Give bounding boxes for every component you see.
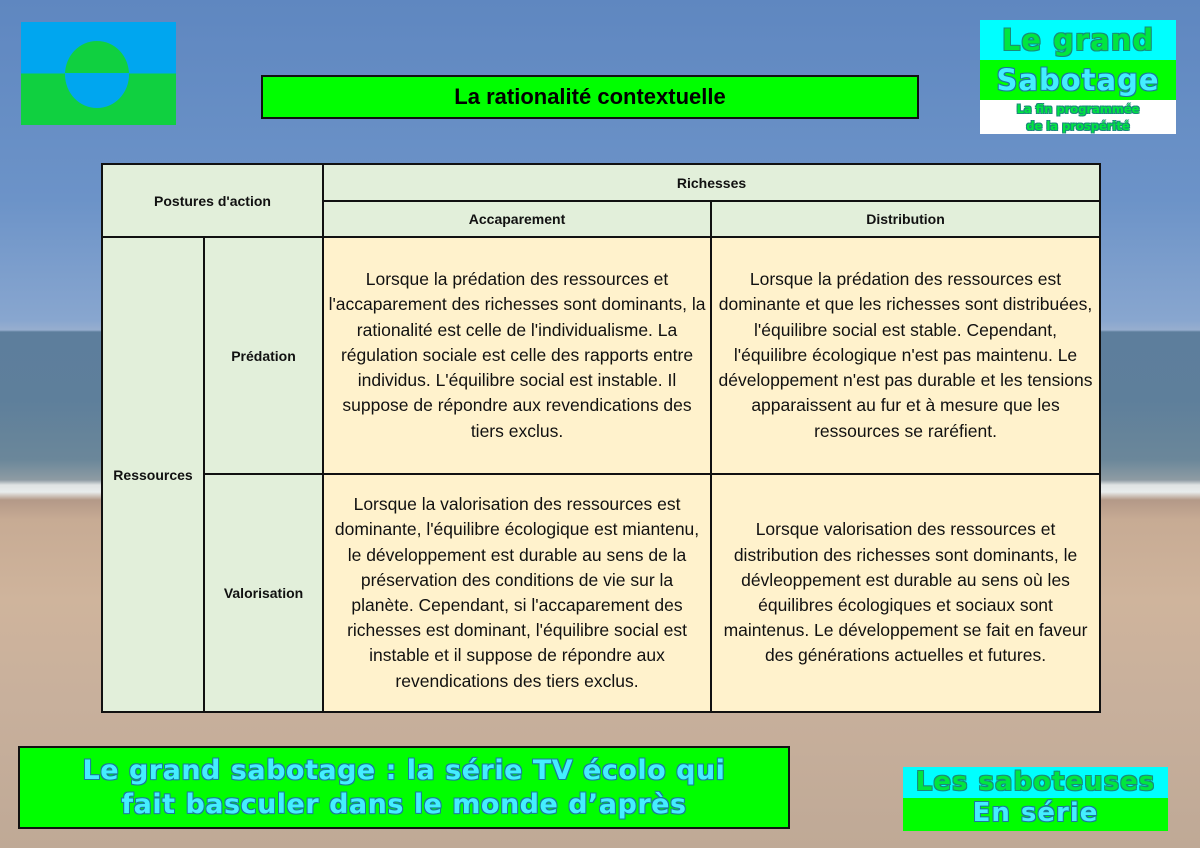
logo-line2: Sabotage — [996, 63, 1160, 97]
logo-les-saboteuses — [903, 767, 1168, 831]
cell-valorisation-distribution: Lorsque valorisation des ressources et distribution des richesses sont dominants, le dévleoppement est durable au sens où les équilibres écologiques et sociaux sont maintenus. Le développement se fait en faveur des générations actuelles et futures. — [711, 474, 1100, 712]
row-header-valorisation: Valorisation — [204, 474, 323, 712]
column-header-accaparement: Accaparement — [323, 201, 711, 237]
flag-disc — [65, 41, 129, 108]
banner-line2: fait basculer dans le monde d’après — [121, 788, 687, 820]
flag-logo — [21, 22, 176, 125]
page-title — [261, 75, 919, 119]
column-header-distribution: Distribution — [711, 201, 1100, 237]
row-header-predation: Prédation — [204, 237, 323, 474]
logo-br-line1: Les saboteuses — [915, 767, 1156, 797]
page-title-text: La rationalité contextuelle — [454, 84, 726, 109]
logo-le-grand-sabotage — [980, 20, 1176, 134]
rationality-table — [101, 163, 1101, 713]
cell-predation-distribution: Lorsque la prédation des ressources est dominante et que les richesses sont distribuées, l'équilibre social est stable. Cependant, l'équilibre écologique n'est pas maintenu. Le développement n'est pas durable et les tensions apparaissent au fur et à mesure que les ressources se raréfient. — [711, 237, 1100, 474]
corner-header: Postures d'action — [102, 164, 323, 237]
logo-line1: Le grand — [1001, 23, 1155, 57]
logo-tagline1: La fin programmée — [1016, 102, 1140, 116]
cell-predation-accaparement: Lorsque la prédation des ressources et l'accaparement des richesses sont dominants, la rationalité est celle de l'individualisme. La régulation sociale est celle des rapports entre individus. L'équilibre social est instable. Il suppose de répondre aux revendications des tiers exclus. — [323, 237, 711, 474]
series-banner — [18, 746, 790, 829]
row-group-ressources: Ressources — [102, 237, 204, 712]
cell-valorisation-accaparement: Lorsque la valorisation des ressources est dominante, l'équilibre écologique est miantenu, le développement est durable au sens de la préservation des conditions de vie sur la planète. Cependant, si l'accaparement des richesses est dominant, l'équilibre social est instable et il suppose de répondre aux revendications des tiers exclus. — [323, 474, 711, 712]
logo-tagline2: de la prospérité — [1026, 119, 1130, 133]
banner-line1: Le grand sabotage : la série TV écolo qui — [82, 754, 726, 786]
logo-br-line2: En série — [972, 798, 1099, 828]
group-header-richesses: Richesses — [323, 164, 1100, 201]
